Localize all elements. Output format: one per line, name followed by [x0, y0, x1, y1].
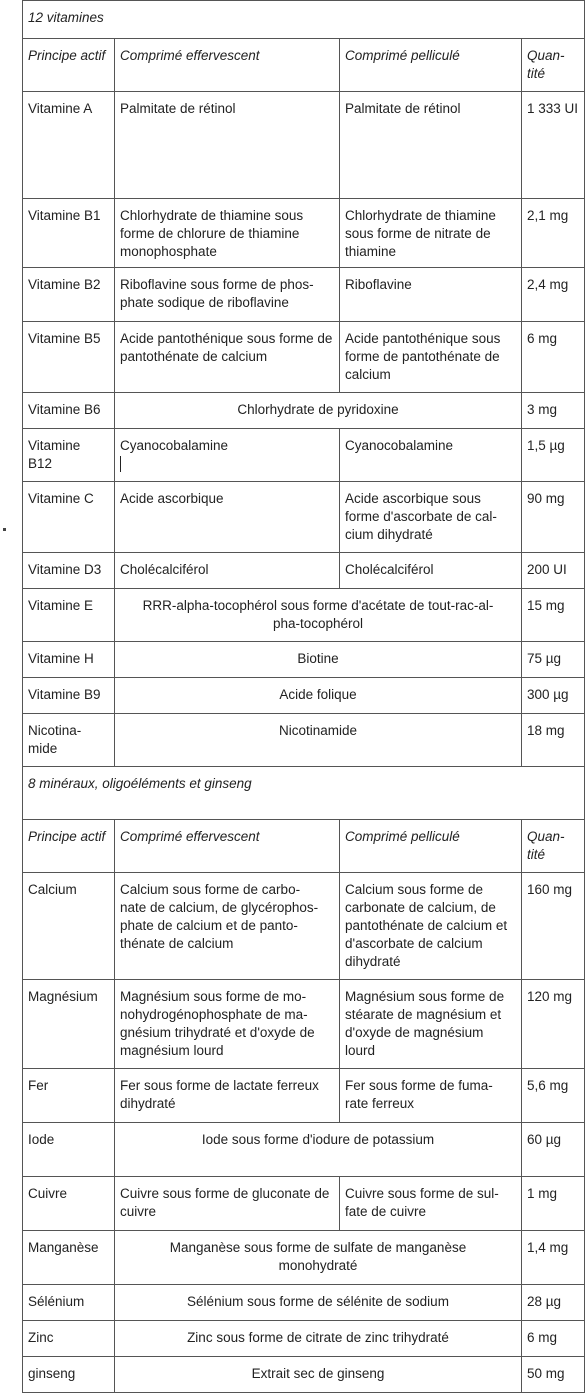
section-title: 12 vitamines — [23, 1, 585, 39]
table-row — [23, 1177, 585, 1231]
active-ingredient: Manganèse — [23, 1231, 115, 1285]
form-merged: Zinc sous forme de citrate de zinc trihydraté — [115, 1321, 522, 1357]
quantity: 28 µg — [522, 1285, 585, 1321]
table-row — [23, 92, 585, 199]
header-quantite: Quan- tité — [522, 39, 585, 92]
quantity: 18 mg — [522, 714, 585, 767]
form-merged: Iode sous forme d'iodure de potassium — [115, 1123, 522, 1177]
form-effervescent: Cuivre sous forme de gluconate de cuivre — [115, 1177, 340, 1231]
form-merged: Nicotinamide — [115, 714, 522, 767]
quantity: 1 333 UI — [522, 92, 585, 199]
table-row — [23, 642, 585, 678]
form-pellicule: Cholécalciférol — [340, 553, 522, 589]
form-pellicule: Acide pantothénique sous forme de pantothénate de calcium — [340, 322, 522, 393]
table-row — [23, 589, 585, 642]
form-pellicule: Calcium sous forme de carbonate de calcium, de pantothénate de calcium et d'ascorbate de calcium dihydraté — [340, 873, 522, 980]
quantity: 5,6 mg — [522, 1069, 585, 1123]
form-effervescent: Chlorhydrate de thiamine sous forme de chlorure de thiamine monophosphate — [115, 199, 340, 268]
form-merged: Manganèse sous forme de sulfate de manganèse monohydraté — [115, 1231, 522, 1285]
form-effervescent: Fer sous forme de lactate ferreux dihydraté — [115, 1069, 340, 1123]
header-comprime-effervescent: Comprimé effervescent — [115, 39, 340, 92]
active-ingredient: Iode — [23, 1123, 115, 1177]
section-title-row — [23, 1, 585, 39]
quantity: 160 mg — [522, 873, 585, 980]
active-ingredient: Nicotina- mide — [23, 714, 115, 767]
table-row — [23, 393, 585, 429]
table-row — [23, 1069, 585, 1123]
table-row — [23, 429, 585, 482]
header-comprime-pellicule: Comprimé pelliculé — [340, 820, 522, 873]
table-row — [23, 980, 585, 1069]
quantity: 50 mg — [522, 1357, 585, 1393]
form-effervescent: Acide ascorbique — [115, 482, 340, 553]
active-ingredient: Vitamine B5 — [23, 322, 115, 393]
quantity: 6 mg — [522, 322, 585, 393]
active-ingredient: Vitamine H — [23, 642, 115, 678]
quantity: 1,4 mg — [522, 1231, 585, 1285]
form-merged: Sélénium sous forme de sélénite de sodium — [115, 1285, 522, 1321]
form-pellicule: Acide ascorbique sous forme d'ascorbate de cal- cium dihydraté — [340, 482, 522, 553]
form-effervescent: Acide pantothénique sous forme de pantothénate de calcium — [115, 322, 340, 393]
table-row — [23, 1231, 585, 1285]
form-pellicule: Cyanocobalamine — [340, 429, 522, 482]
table-row — [23, 714, 585, 767]
quantity: 90 mg — [522, 482, 585, 553]
form-effervescent: Cholécalciférol — [115, 553, 340, 589]
section-title-row — [23, 767, 585, 820]
active-ingredient: Vitamine B9 — [23, 678, 115, 714]
header-principe-actif: Principe actif — [23, 820, 115, 873]
table-row — [23, 199, 585, 268]
quantity: 3 mg — [522, 393, 585, 429]
header-row — [23, 39, 585, 92]
quantity: 2,1 mg — [522, 199, 585, 268]
table-row — [23, 678, 585, 714]
table-row — [23, 268, 585, 322]
table-row — [23, 1357, 585, 1393]
form-merged: Extrait sec de ginseng — [115, 1357, 522, 1393]
quantity: 120 mg — [522, 980, 585, 1069]
form-pellicule: Riboflavine — [340, 268, 522, 322]
table-row — [23, 873, 585, 980]
active-ingredient: Zinc — [23, 1321, 115, 1357]
form-pellicule: Fer sous forme de fuma- rate ferreux — [340, 1069, 522, 1123]
header-comprime-effervescent: Comprimé effervescent — [115, 820, 340, 873]
form-effervescent: Riboflavine sous forme de phos- phate sodique de riboflavine — [115, 268, 340, 322]
table-row — [23, 1321, 585, 1357]
table-row — [23, 1123, 585, 1177]
active-ingredient: Vitamine C — [23, 482, 115, 553]
active-ingredient: Vitamine B6 — [23, 393, 115, 429]
quantity: 15 mg — [522, 589, 585, 642]
active-ingredient: ginseng — [23, 1357, 115, 1393]
margin-mark — [3, 528, 6, 531]
form-pellicule: Magnésium sous forme de stéarate de magnésium et d'oxyde de magnésium lourd — [340, 980, 522, 1069]
quantity: 60 µg — [522, 1123, 585, 1177]
form-pellicule: Cuivre sous forme de sul- fate de cuivre — [340, 1177, 522, 1231]
form-effervescent: Magnésium sous forme de mo- nohydrogénophosphate de ma- gnésium trihydraté et d'oxyde de magnésium lourd — [115, 980, 340, 1069]
quantity: 75 µg — [522, 642, 585, 678]
quantity: 2,4 mg — [522, 268, 585, 322]
form-merged: Biotine — [115, 642, 522, 678]
text-cursor — [120, 456, 121, 472]
table-row — [23, 322, 585, 393]
header-row — [23, 820, 585, 873]
form-merged: RRR-alpha-tocophérol sous forme d'acétate de tout-rac-al- pha-tocophérol — [115, 589, 522, 642]
header-principe-actif: Principe actif — [23, 39, 115, 92]
table-row — [23, 553, 585, 589]
form-effervescent: Calcium sous forme de carbo- nate de calcium, de glycérophos- phate de calcium et de panto- thénate de calcium — [115, 873, 340, 980]
table-row — [23, 1285, 585, 1321]
header-quantite: Quan- tité — [522, 820, 585, 873]
section-title: 8 minéraux, oligoéléments et ginseng — [23, 767, 585, 820]
active-ingredient: Magnésium — [23, 980, 115, 1069]
quantity: 1 mg — [522, 1177, 585, 1231]
form-pellicule: Chlorhydrate de thiamine sous forme de nitrate de thiamine — [340, 199, 522, 268]
active-ingredient: Vitamine A — [23, 92, 115, 199]
quantity: 1,5 µg — [522, 429, 585, 482]
quantity: 6 mg — [522, 1321, 585, 1357]
active-ingredient: Fer — [23, 1069, 115, 1123]
form-effervescent: Palmitate de rétinol — [115, 92, 340, 199]
quantity: 300 µg — [522, 678, 585, 714]
active-ingredient: Calcium — [23, 873, 115, 980]
active-ingredient: Vitamine E — [23, 589, 115, 642]
table-row — [23, 482, 585, 553]
active-ingredient: Vitamine B2 — [23, 268, 115, 322]
form-merged: Chlorhydrate de pyridoxine — [115, 393, 522, 429]
active-ingredient: Vitamine D3 — [23, 553, 115, 589]
header-comprime-pellicule: Comprimé pelliculé — [340, 39, 522, 92]
active-ingredient: Sélénium — [23, 1285, 115, 1321]
form-pellicule: Palmitate de rétinol — [340, 92, 522, 199]
composition-table — [22, 0, 585, 1393]
active-ingredient: Cuivre — [23, 1177, 115, 1231]
active-ingredient: Vitamine B1 — [23, 199, 115, 268]
form-merged: Acide folique — [115, 678, 522, 714]
form-effervescent: Cyanocobalamine — [115, 429, 340, 482]
quantity: 200 UI — [522, 553, 585, 589]
active-ingredient: Vitamine B12 — [23, 429, 115, 482]
